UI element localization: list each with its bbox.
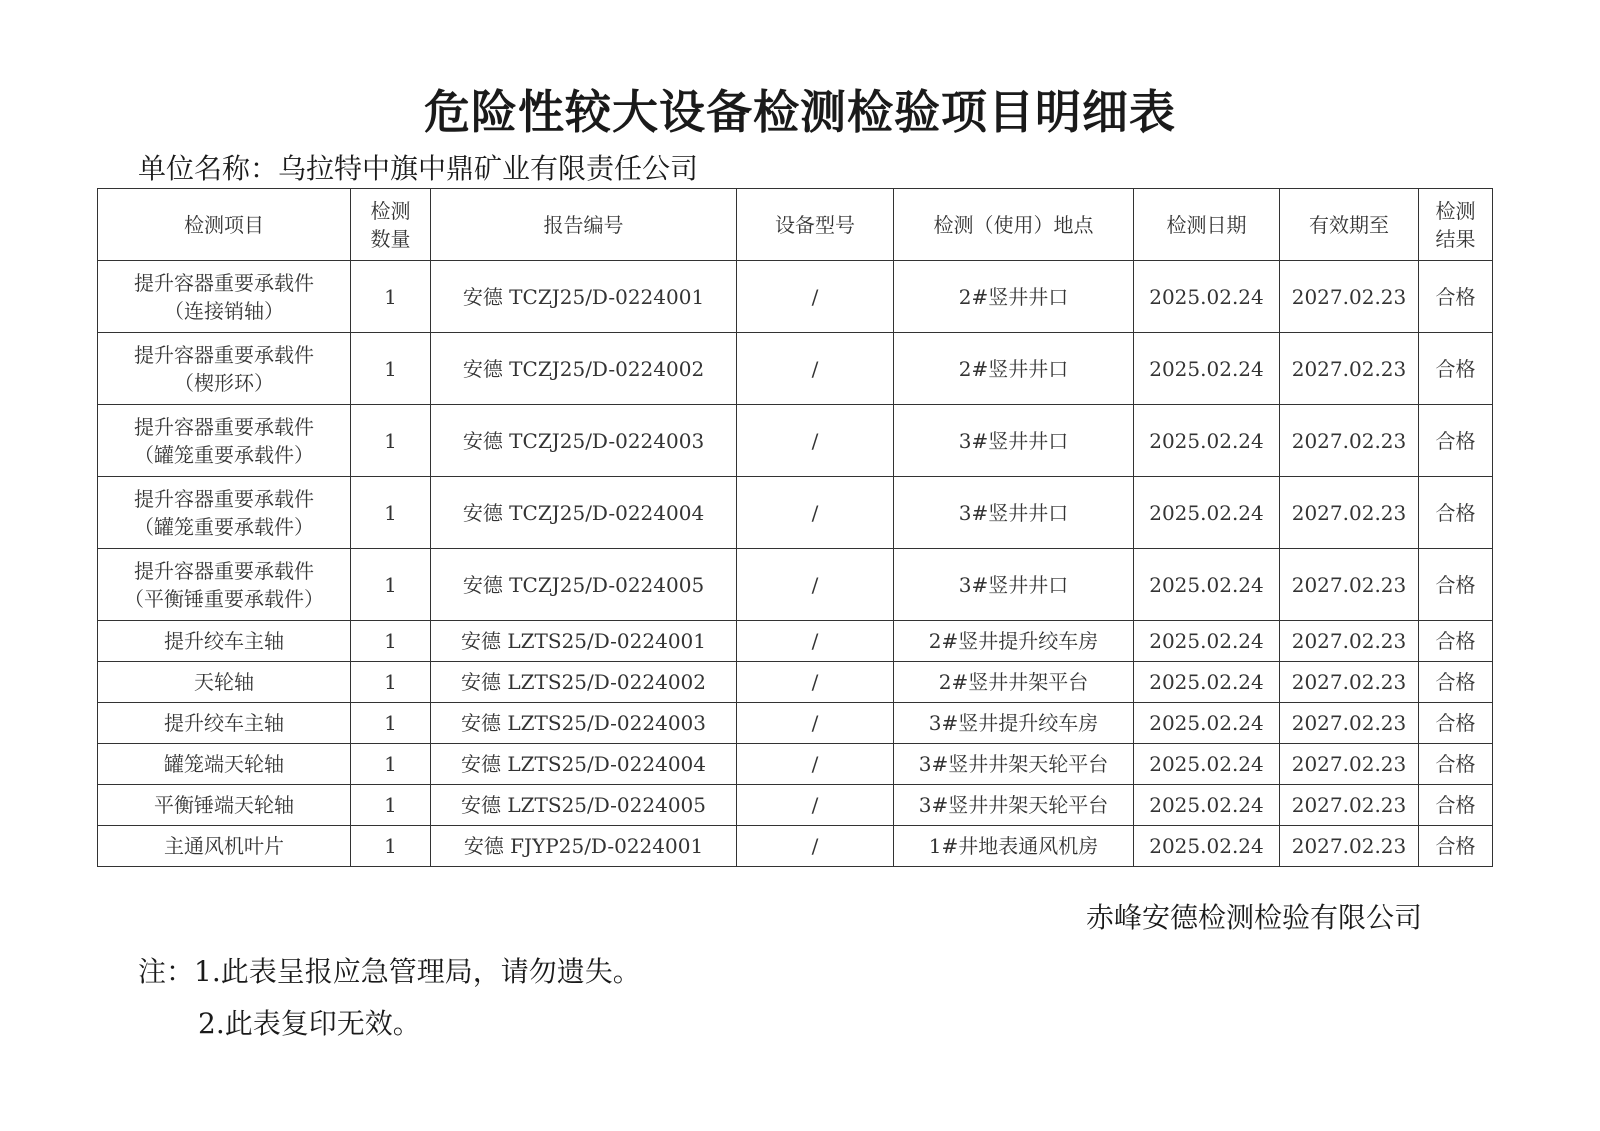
cell-qty: 1 [351,826,431,867]
cell-date: 2025.02.24 [1134,261,1280,333]
cell-result: 合格 [1419,621,1493,662]
cell-qty: 1 [351,477,431,549]
cell-qty: 1 [351,621,431,662]
cell-qty: 1 [351,405,431,477]
cell-item [98,662,351,703]
cell-item-line1: 提升容器重要承载件 [134,414,314,439]
cell-item-line1: 提升绞车主轴 [164,711,284,735]
cell-report: 安德 LZTS25/D-0224001 [431,621,737,662]
cell-model: / [737,333,894,405]
company-name: 赤峰安德检测检验有限公司 [1085,901,1422,934]
cell-qty: 1 [351,703,431,744]
header-result [1419,189,1493,261]
table-row [98,826,1493,867]
cell-model: / [737,405,894,477]
cell-place: 3#竖井井架天轮平台 [894,785,1134,826]
cell-model: / [737,662,894,703]
cell-model: / [737,621,894,662]
table-row [98,785,1493,826]
cell-date: 2025.02.24 [1134,662,1280,703]
unit-name-line: 单位名称：乌拉特中旗中鼎矿业有限责任公司 [138,152,699,185]
header-result-line2: 结果 [1435,226,1476,251]
cell-model: / [737,826,894,867]
note-line-1: 注：1.此表呈报应急管理局，请勿遗失。 [138,955,641,988]
header-qty [351,189,431,261]
cell-place: 3#竖井井口 [894,549,1134,621]
cell-qty: 1 [351,785,431,826]
cell-date: 2025.02.24 [1134,621,1280,662]
cell-place: 3#竖井井架天轮平台 [894,744,1134,785]
cell-model: / [737,549,894,621]
cell-item [98,333,351,405]
cell-item-line1: 提升容器重要承载件 [134,558,314,583]
cell-report: 安德 TCZJ25/D-0224002 [431,333,737,405]
cell-item-line1: 天轮轴 [194,670,254,694]
cell-item-line1: 主通风机叶片 [164,834,284,858]
cell-valid: 2027.02.23 [1280,549,1419,621]
cell-place: 2#竖井井架平台 [894,662,1134,703]
cell-date: 2025.02.24 [1134,703,1280,744]
page-title: 危险性较大设备检测检验项目明细表 [424,85,1176,139]
cell-place: 2#竖井井口 [894,333,1134,405]
cell-item [98,477,351,549]
cell-valid: 2027.02.23 [1280,785,1419,826]
cell-valid: 2027.02.23 [1280,405,1419,477]
note-line-2: 2.此表复印无效。 [198,1007,421,1040]
cell-result: 合格 [1419,405,1493,477]
cell-model: / [737,785,894,826]
cell-valid: 2027.02.23 [1280,261,1419,333]
cell-item-line1: 提升容器重要承载件 [134,342,314,367]
inspection-table [97,188,1493,867]
cell-date: 2025.02.24 [1134,405,1280,477]
cell-report: 安德 TCZJ25/D-0224004 [431,477,737,549]
cell-item [98,744,351,785]
cell-model: / [737,703,894,744]
cell-item [98,261,351,333]
cell-item [98,703,351,744]
cell-report: 安德 LZTS25/D-0224002 [431,662,737,703]
cell-qty: 1 [351,662,431,703]
cell-result: 合格 [1419,703,1493,744]
header-model: 设备型号 [737,189,894,261]
table-row [98,549,1493,621]
cell-report: 安德 TCZJ25/D-0224001 [431,261,737,333]
cell-date: 2025.02.24 [1134,477,1280,549]
cell-item [98,405,351,477]
cell-qty: 1 [351,333,431,405]
table-row [98,261,1493,333]
cell-result: 合格 [1419,826,1493,867]
cell-valid: 2027.02.23 [1280,826,1419,867]
cell-result: 合格 [1419,785,1493,826]
table-row [98,405,1493,477]
cell-date: 2025.02.24 [1134,785,1280,826]
cell-result: 合格 [1419,549,1493,621]
cell-item-line1: 提升绞车主轴 [164,629,284,653]
cell-valid: 2027.02.23 [1280,662,1419,703]
cell-result: 合格 [1419,333,1493,405]
cell-item-line1: 提升容器重要承载件 [134,270,314,295]
cell-report: 安德 LZTS25/D-0224004 [431,744,737,785]
cell-item-line2: （罐笼重要承载件） [134,442,314,467]
cell-place: 3#竖井提升绞车房 [894,703,1134,744]
cell-date: 2025.02.24 [1134,333,1280,405]
cell-report: 安德 FJYP25/D-0224001 [431,826,737,867]
cell-model: / [737,744,894,785]
cell-item-line2: （罐笼重要承载件） [134,514,314,539]
header-report: 报告编号 [431,189,737,261]
header-qty-line2: 数量 [370,226,411,251]
table-row [98,703,1493,744]
cell-place: 1#井地表通风机房 [894,826,1134,867]
cell-place: 3#竖井井口 [894,405,1134,477]
table-row [98,621,1493,662]
header-qty-line1: 检测 [370,198,411,223]
cell-item-line2: （平衡锤重要承载件） [124,586,324,611]
cell-model: / [737,477,894,549]
cell-place: 2#竖井提升绞车房 [894,621,1134,662]
cell-place: 2#竖井井口 [894,261,1134,333]
cell-report: 安德 TCZJ25/D-0224003 [431,405,737,477]
cell-qty: 1 [351,261,431,333]
cell-result: 合格 [1419,662,1493,703]
table-row [98,477,1493,549]
cell-result: 合格 [1419,477,1493,549]
table-header-row [98,189,1493,261]
cell-date: 2025.02.24 [1134,549,1280,621]
header-item: 检测项目 [98,189,351,261]
cell-result: 合格 [1419,261,1493,333]
cell-report: 安德 LZTS25/D-0224005 [431,785,737,826]
header-result-line1: 检测 [1435,198,1476,223]
table-row [98,333,1493,405]
cell-model: / [737,261,894,333]
cell-valid: 2027.02.23 [1280,744,1419,785]
cell-report: 安德 LZTS25/D-0224003 [431,703,737,744]
header-valid: 有效期至 [1280,189,1419,261]
cell-valid: 2027.02.23 [1280,703,1419,744]
cell-item-line1: 平衡锤端天轮轴 [154,793,294,817]
cell-qty: 1 [351,549,431,621]
header-place: 检测（使用）地点 [894,189,1134,261]
cell-valid: 2027.02.23 [1280,621,1419,662]
header-date: 检测日期 [1134,189,1280,261]
cell-item-line1: 提升容器重要承载件 [134,486,314,511]
cell-item-line1: 罐笼端天轮轴 [164,752,284,776]
table-row [98,744,1493,785]
cell-valid: 2027.02.23 [1280,477,1419,549]
cell-item [98,621,351,662]
cell-result: 合格 [1419,744,1493,785]
cell-date: 2025.02.24 [1134,826,1280,867]
cell-valid: 2027.02.23 [1280,333,1419,405]
cell-item [98,549,351,621]
cell-date: 2025.02.24 [1134,744,1280,785]
cell-qty: 1 [351,744,431,785]
table-row [98,662,1493,703]
cell-item [98,785,351,826]
cell-item-line2: （连接销轴） [164,298,284,323]
cell-report: 安德 TCZJ25/D-0224005 [431,549,737,621]
cell-item-line2: （楔形环） [174,370,274,395]
cell-place: 3#竖井井口 [894,477,1134,549]
cell-item [98,826,351,867]
